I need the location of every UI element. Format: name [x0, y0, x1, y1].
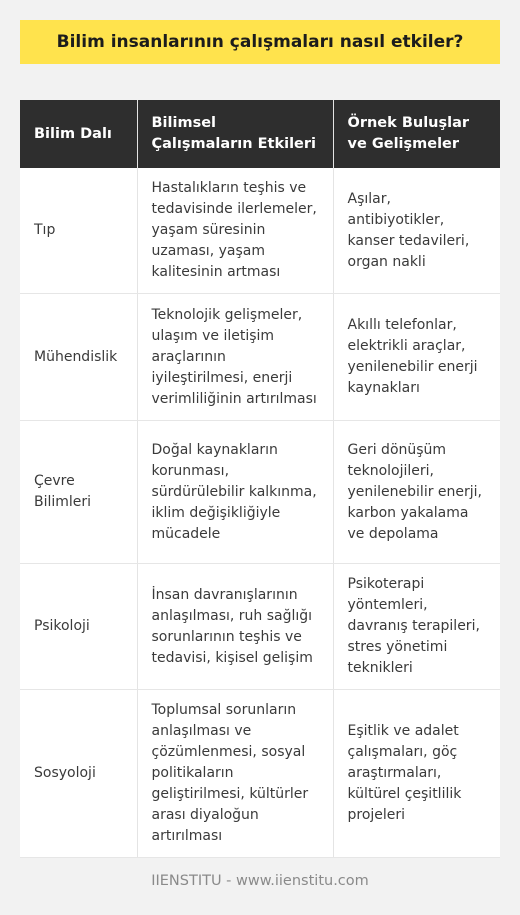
comparison-table: [20, 100, 500, 858]
table-row: [20, 294, 500, 421]
cell-effects: Teknolojik gelişmeler, ulaşım ve iletişim araçlarının iyileştirilmesi, enerji verimliliğinin artırılması: [137, 294, 333, 421]
cell-field: Psikoloji: [20, 564, 137, 690]
cell-effects: Hastalıkların teşhis ve tedavisinde ilerlemeler, yaşam süresinin uzaması, yaşam kalitesinin artması: [137, 168, 333, 294]
table-row: [20, 564, 500, 690]
cell-field: Sosyoloji: [20, 690, 137, 858]
cell-examples: Akıllı telefonlar, elektrikli araçlar, yenilenebilir enerji kaynakları: [333, 294, 500, 421]
cell-examples: Aşılar, antibiyotikler, kanser tedavileri, organ nakli: [333, 168, 500, 294]
page-title: Bilim insanlarının çalışmaları nasıl etkiler?: [20, 20, 500, 64]
header-effects: Bilimsel Çalışmaların Etkileri: [137, 100, 333, 168]
table-row: [20, 168, 500, 294]
header-field: Bilim Dalı: [20, 100, 137, 168]
cell-effects: Doğal kaynakların korunması, sürdürülebilir kalkınma, iklim değişikliğiyle mücadele: [137, 421, 333, 564]
cell-examples: Geri dönüşüm teknolojileri, yenilenebilir enerji, karbon yakalama ve depolama: [333, 421, 500, 564]
table-header-row: [20, 100, 500, 168]
table-row: [20, 421, 500, 564]
header-examples: Örnek Buluşlar ve Gelişmeler: [333, 100, 500, 168]
cell-examples: Eşitlik ve adalet çalışmaları, göç araştırmaları, kültürel çeşitlilik projeleri: [333, 690, 500, 858]
cell-effects: İnsan davranışlarının anlaşılması, ruh sağlığı sorunlarının teşhis ve tedavisi, kişisel gelişim: [137, 564, 333, 690]
cell-field: Tıp: [20, 168, 137, 294]
table-row: [20, 690, 500, 858]
footer-credit: IIENSTITU - www.iienstitu.com: [151, 873, 369, 889]
cell-field: Mühendislik: [20, 294, 137, 421]
cell-examples: Psikoterapi yöntemleri, davranış terapileri, stres yönetimi teknikleri: [333, 564, 500, 690]
cell-field: Çevre Bilimleri: [20, 421, 137, 564]
cell-effects: Toplumsal sorunların anlaşılması ve çözümlenmesi, sosyal politikaların geliştirilmesi, kültürler arası diyaloğun artırılması: [137, 690, 333, 858]
